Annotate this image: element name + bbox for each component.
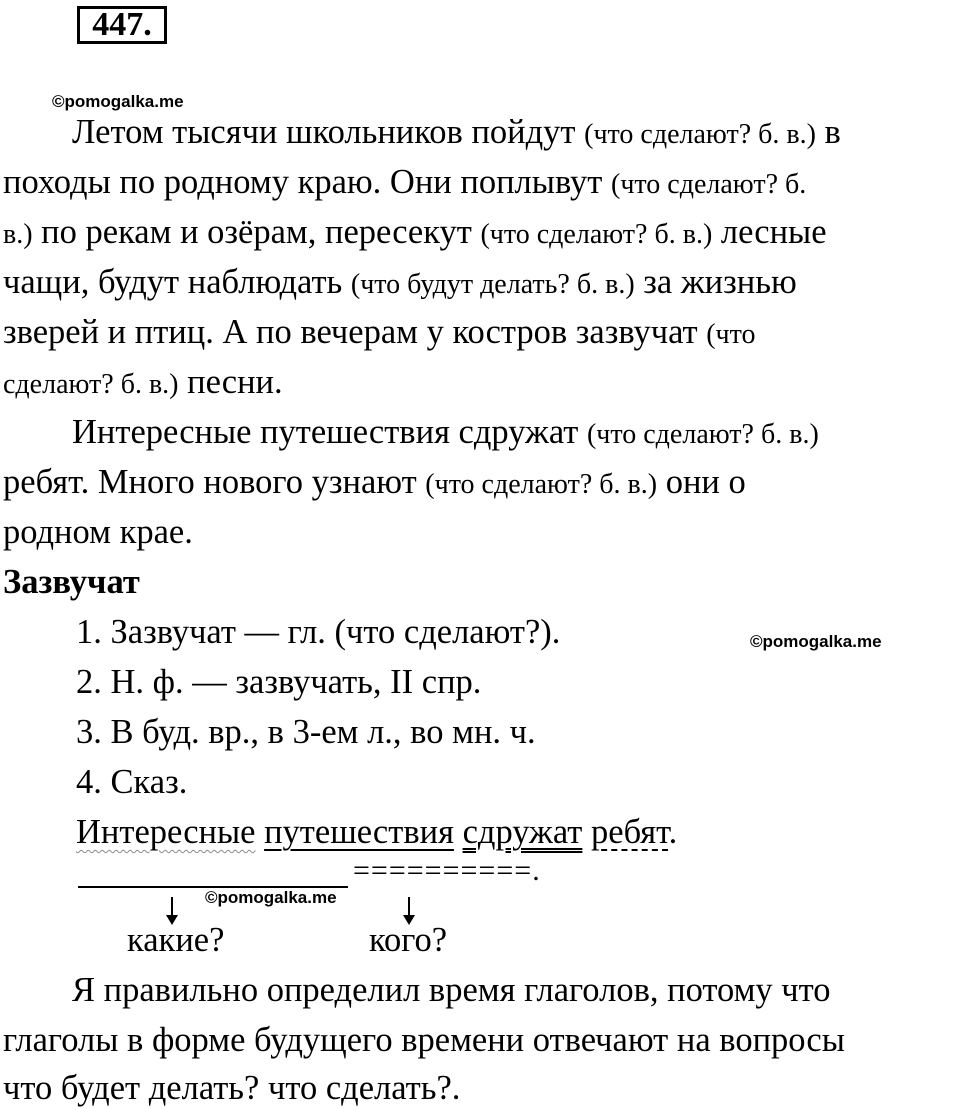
analysis-item-4: 4. Сказ. xyxy=(76,763,188,801)
object-word: ребят xyxy=(591,813,669,851)
scheme-question-2: кого? xyxy=(369,921,448,959)
parsed-sentence: Интересные путешествия сдружат ребят. xyxy=(76,813,678,851)
analysis-item-1: 1. Зазвучат — гл. (что сделают?). xyxy=(76,613,561,651)
exercise-number: 447. xyxy=(77,6,167,44)
paragraph1-line2: походы по родному краю. Они поплывут (что сделают? б. xyxy=(3,163,807,201)
subject-word: путешествия xyxy=(264,813,454,851)
paragraph1-line1: Летом тысячи школьников пойдут (что сделают? б. в.) в xyxy=(72,113,841,151)
paragraph2-line3: родном крае. xyxy=(3,513,193,551)
conclusion-line2: глаголы в форме будущего времени отвечают на вопросы xyxy=(3,1021,845,1059)
predicate-scheme-marks: ==========. xyxy=(353,854,541,887)
paragraph2-line2: ребят. Много нового узнают (что сделают? б. в.) они о xyxy=(3,463,746,501)
attribute-word: Интересные xyxy=(76,813,256,851)
paragraph1-line4: чащи, будут наблюдать (что будут делать? б. в.) за жизнью xyxy=(3,263,797,301)
analysis-item-3: 3. В буд. вр., в 3-ем л., во мн. ч. xyxy=(76,713,536,751)
predicate-word: сдружат xyxy=(462,813,583,851)
analysis-heading: Зазвучат xyxy=(3,563,140,601)
watermark-top: ©pomogalka.me xyxy=(52,92,184,111)
analysis-item-2: 2. Н. ф. — зазвучать, II спр. xyxy=(76,663,482,701)
paragraph1-line5: зверей и птиц. А по вечерам у костров зазвучат (что xyxy=(3,313,756,351)
watermark-bottom: ©pomogalka.me xyxy=(205,888,337,907)
paragraph2-line1: Интересные путешествия сдружат (что сделают? б. в.) xyxy=(72,413,819,451)
scheme-question-1: какие? xyxy=(127,921,225,959)
conclusion-line1: Я правильно определил время глаголов, потому что xyxy=(72,971,831,1009)
conclusion-line3: что будет делать? что сделать?. xyxy=(3,1069,461,1107)
paragraph1-line6: сделают? б. в.) песни. xyxy=(3,363,283,401)
watermark-middle: ©pomogalka.me xyxy=(750,632,882,651)
paragraph1-line3: в.) по рекам и озёрам, пересекут (что сделают? б. в.) лесные xyxy=(3,213,827,251)
subject-scheme-line xyxy=(78,886,348,888)
